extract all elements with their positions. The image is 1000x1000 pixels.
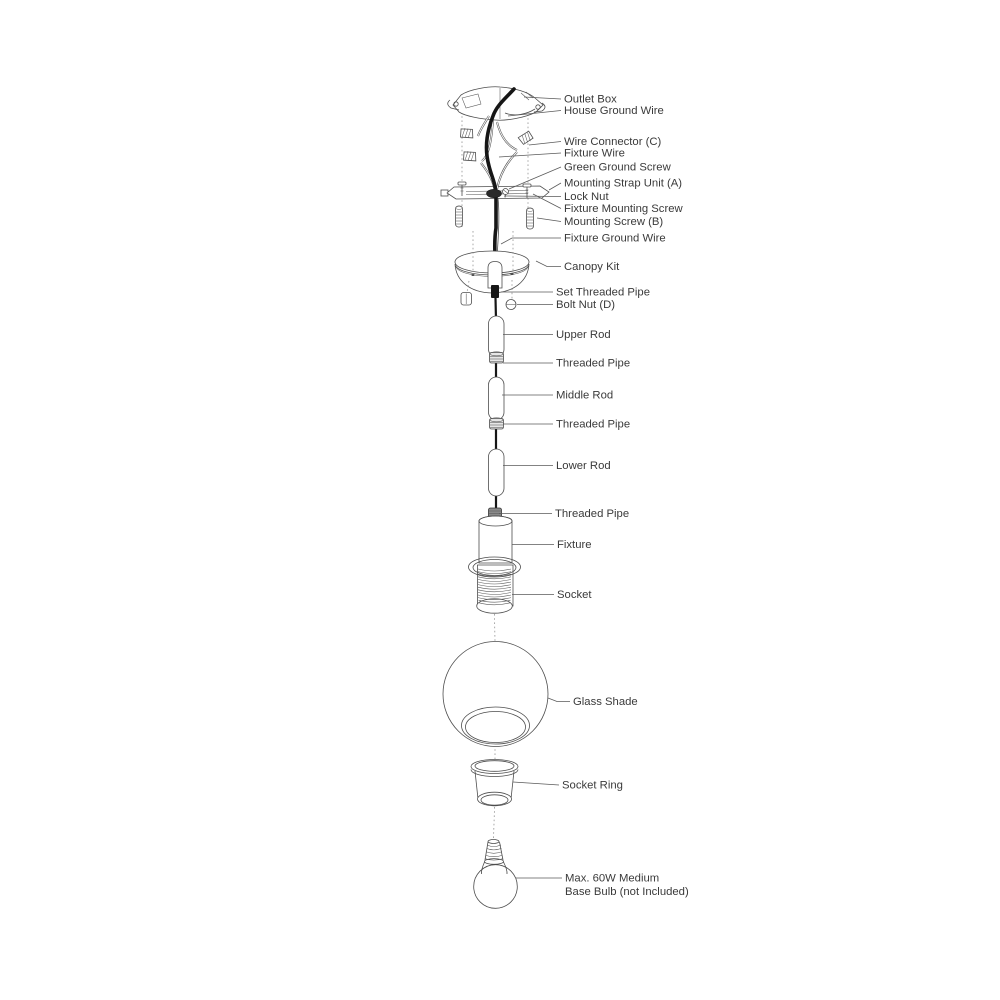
lock-nut-drawing (487, 189, 502, 197)
bolt-nut-d-drawing (506, 300, 516, 310)
middle-rod-drawing (489, 377, 505, 420)
label-middle-rod: Middle Rod (556, 389, 614, 402)
label-lower-rod: Lower Rod (556, 460, 611, 472)
label-bulb-line2: Base Bulb (not Included) (565, 886, 689, 898)
label-socket-ring: Socket Ring (562, 779, 623, 792)
label-house-ground-wire: House Ground Wire (564, 105, 664, 117)
label-bulb-line1: Max. 60W Medium (565, 872, 660, 885)
bulb-drawing (474, 840, 518, 909)
wire-connector-icons (459, 126, 534, 164)
label-green-ground-screw: Green Ground Screw (564, 161, 671, 174)
label-mounting-screw-b: Mounting Screw (B) (564, 216, 664, 228)
label-threaded-pipe-middle: Threaded Pipe (556, 418, 631, 431)
label-mounting-strap-unit: Mounting Strap Unit (A) (564, 177, 683, 190)
label-fixture-mounting-screw: Fixture Mounting Screw (564, 203, 683, 215)
fixture-drawing (479, 516, 512, 563)
label-glass-shade: Glass Shade (573, 696, 638, 708)
upper-rod-drawing (489, 316, 505, 357)
bolt-nut-square-drawing (461, 293, 472, 306)
glass-shade-drawing (443, 642, 548, 747)
label-upper-rod: Upper Rod (556, 329, 611, 341)
lower-rod-drawing (489, 449, 505, 496)
label-set-threaded-pipe: Set Threaded Pipe (556, 286, 650, 299)
fixture-wires-drawing (478, 116, 517, 191)
socket-drawing (469, 557, 521, 613)
label-fixture-ground-wire: Fixture Ground Wire (564, 232, 666, 245)
label-threaded-pipe-upper: Threaded Pipe (556, 357, 631, 370)
label-fixture-wire: Fixture Wire (564, 147, 625, 160)
threaded-pipe-coupler-middle-drawing (490, 418, 504, 429)
outlet-box-drawing (448, 87, 545, 120)
label-outlet-box: Outlet Box (564, 93, 617, 106)
label-lock-nut: Lock Nut (564, 191, 609, 203)
label-canopy-kit: Canopy Kit (564, 261, 620, 273)
socket-ring-drawing (471, 760, 518, 806)
label-wire-connector: Wire Connector (C) (564, 136, 662, 148)
label-threaded-pipe-lower: Threaded Pipe (555, 508, 630, 520)
label-bolt-nut-d: Bolt Nut (D) (556, 299, 616, 311)
label-fixture: Fixture (557, 539, 592, 551)
labels (555, 94, 689, 899)
label-socket: Socket (557, 589, 592, 601)
threaded-pipe-coupler-upper-drawing (490, 352, 504, 363)
